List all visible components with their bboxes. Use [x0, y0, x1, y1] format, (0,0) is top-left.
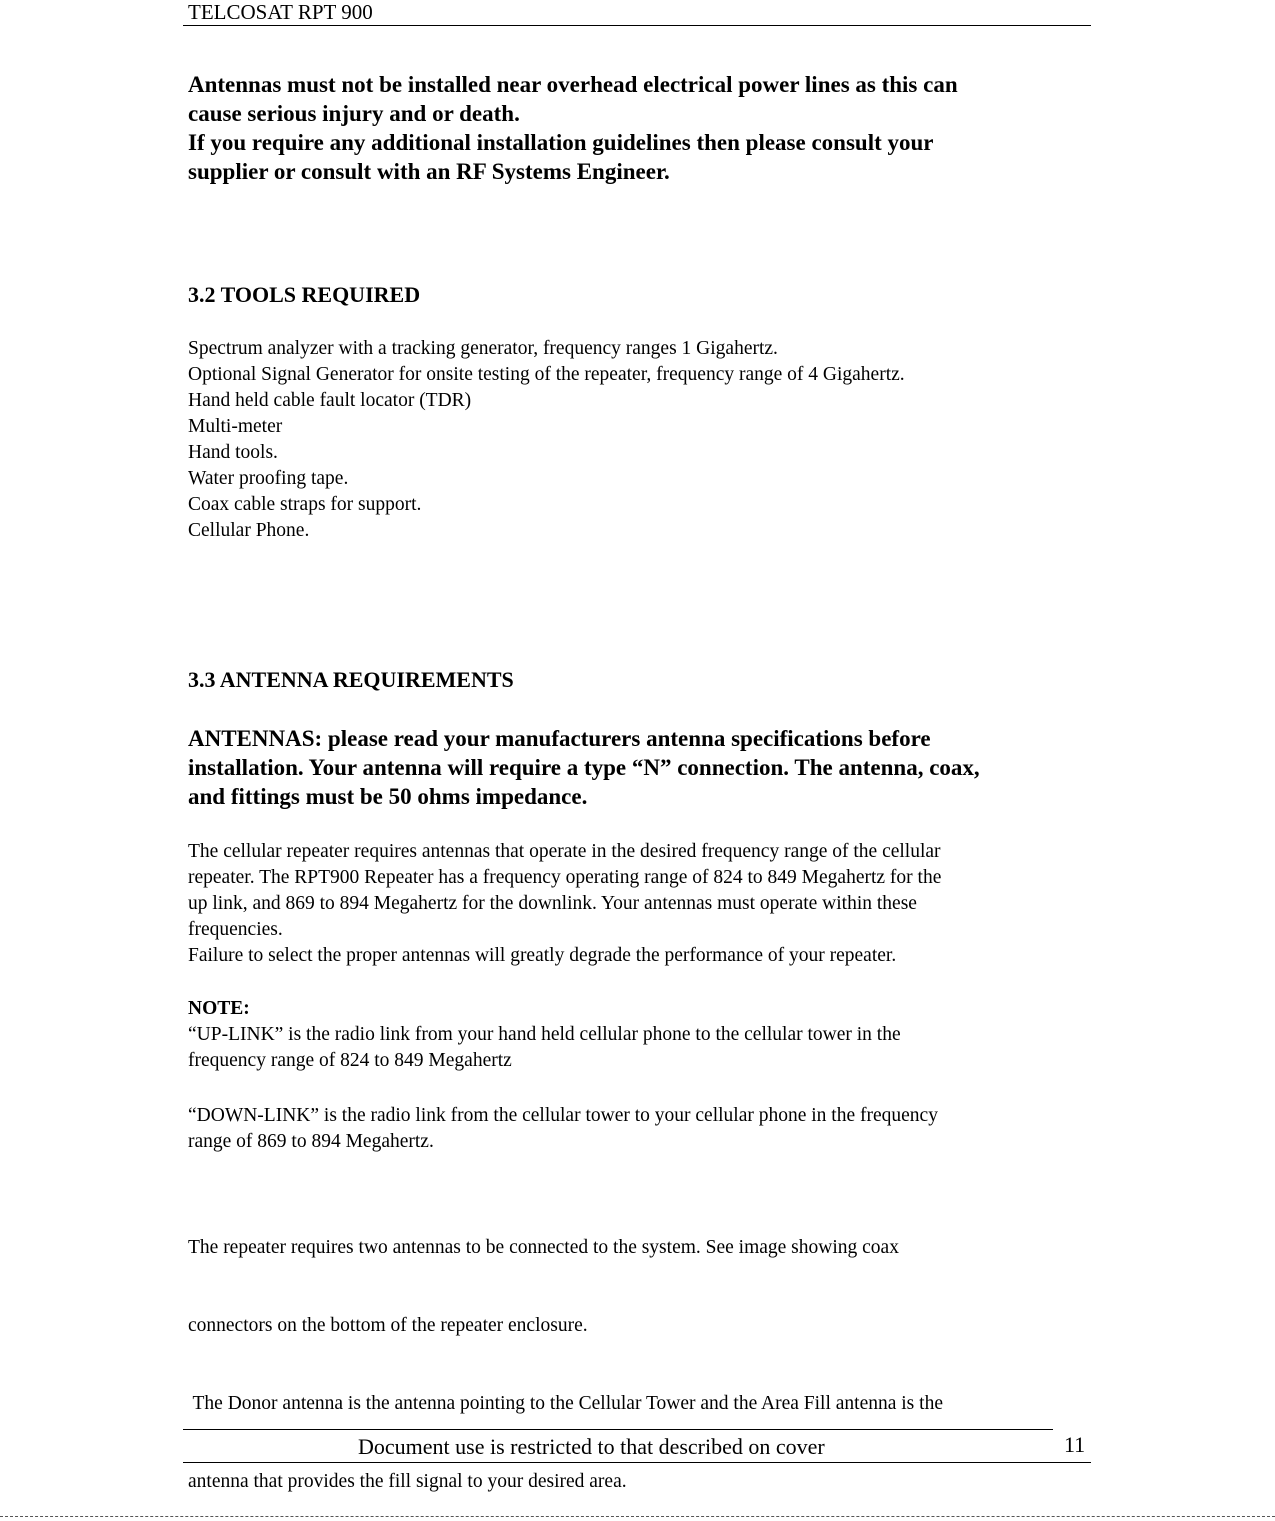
frequency-paragraph: [188, 839, 1088, 969]
footer-divider-top: [183, 1429, 1053, 1430]
section-heading-tools: 3.2 TOOLS REQUIRED: [188, 282, 421, 307]
warning-line: cause serious injury and or death.: [188, 101, 520, 126]
footer-divider-bottom: [183, 1462, 1091, 1463]
uplink-line: frequency range of 824 to 849 Megahertz: [188, 1050, 512, 1071]
paragraph-line: The Donor antenna is the antenna pointing to the Cellular Tower and the Area Fill antenna is the: [188, 1393, 943, 1414]
list-item: Spectrum analyzer with a tracking generator, frequency ranges 1 Gigahertz.: [188, 338, 778, 359]
antenna-spec-notice: [188, 724, 1088, 811]
uplink-line: “UP-LINK” is the radio link from your hand held cellular phone to the cellular tower in the: [188, 1024, 901, 1045]
list-item: Coax cable straps for support.: [188, 494, 422, 515]
paragraph-line: Failure to select the proper antennas will greatly degrade the performance of your repeater.: [188, 945, 897, 966]
list-item: Optional Signal Generator for onsite testing of the repeater, frequency range of 4 Gigahertz.: [188, 364, 905, 385]
paragraph-line: antenna that provides the fill signal to your desired area.: [188, 1471, 627, 1492]
list-item: Multi-meter: [188, 416, 283, 437]
warning-line: Antennas must not be installed near overhead electrical power lines as this can: [188, 72, 958, 97]
note-block: [188, 996, 1088, 1074]
safety-warning: [188, 70, 1088, 186]
page-edge-line: [0, 1516, 1275, 1517]
notice-line: and fittings must be 50 ohms impedance.: [188, 784, 588, 809]
paragraph-line: connectors on the bottom of the repeater enclosure.: [188, 1315, 588, 1336]
antenna-connection-paragraph: [188, 1183, 1088, 1521]
paragraph-line: frequencies.: [188, 919, 283, 940]
paragraph-line: up link, and 869 to 894 Megahertz for the downlink. Your antennas must operate within these: [188, 893, 917, 914]
list-item: Cellular Phone.: [188, 520, 310, 541]
warning-line: supplier or consult with an RF Systems Engineer.: [188, 159, 670, 184]
note-label: NOTE:: [188, 998, 250, 1019]
list-item: Water proofing tape.: [188, 468, 349, 489]
downlink-definition: [188, 1103, 1088, 1155]
footer-restriction-text: Document use is restricted to that described on cover: [358, 1434, 825, 1459]
downlink-line: range of 869 to 894 Megahertz.: [188, 1131, 434, 1152]
warning-line: If you require any additional installation guidelines then please consult your: [188, 130, 934, 155]
notice-line: ANTENNAS: please read your manufacturers antenna specifications before: [188, 726, 931, 751]
list-item: Hand held cable fault locator (TDR): [188, 390, 472, 411]
section-heading-antenna: 3.3 ANTENNA REQUIREMENTS: [188, 667, 514, 692]
page-number: 11: [1064, 1432, 1086, 1457]
downlink-line: “DOWN-LINK” is the radio link from the cellular tower to your cellular phone in the frequency: [188, 1105, 938, 1126]
paragraph-line: The repeater requires two antennas to be connected to the system. See image showing coax: [188, 1237, 899, 1258]
header-divider: [183, 25, 1091, 26]
list-item: Hand tools.: [188, 442, 278, 463]
paragraph-line: repeater. The RPT900 Repeater has a frequency operating range of 824 to 849 Megahertz for the: [188, 867, 942, 888]
document-header-title: TELCOSAT RPT 900: [188, 0, 373, 24]
paragraph-line: The cellular repeater requires antennas that operate in the desired frequency range of the cellular: [188, 841, 941, 862]
tools-list: [188, 336, 1088, 544]
notice-line: installation. Your antenna will require a type “N” connection. The antenna, coax,: [188, 755, 980, 780]
